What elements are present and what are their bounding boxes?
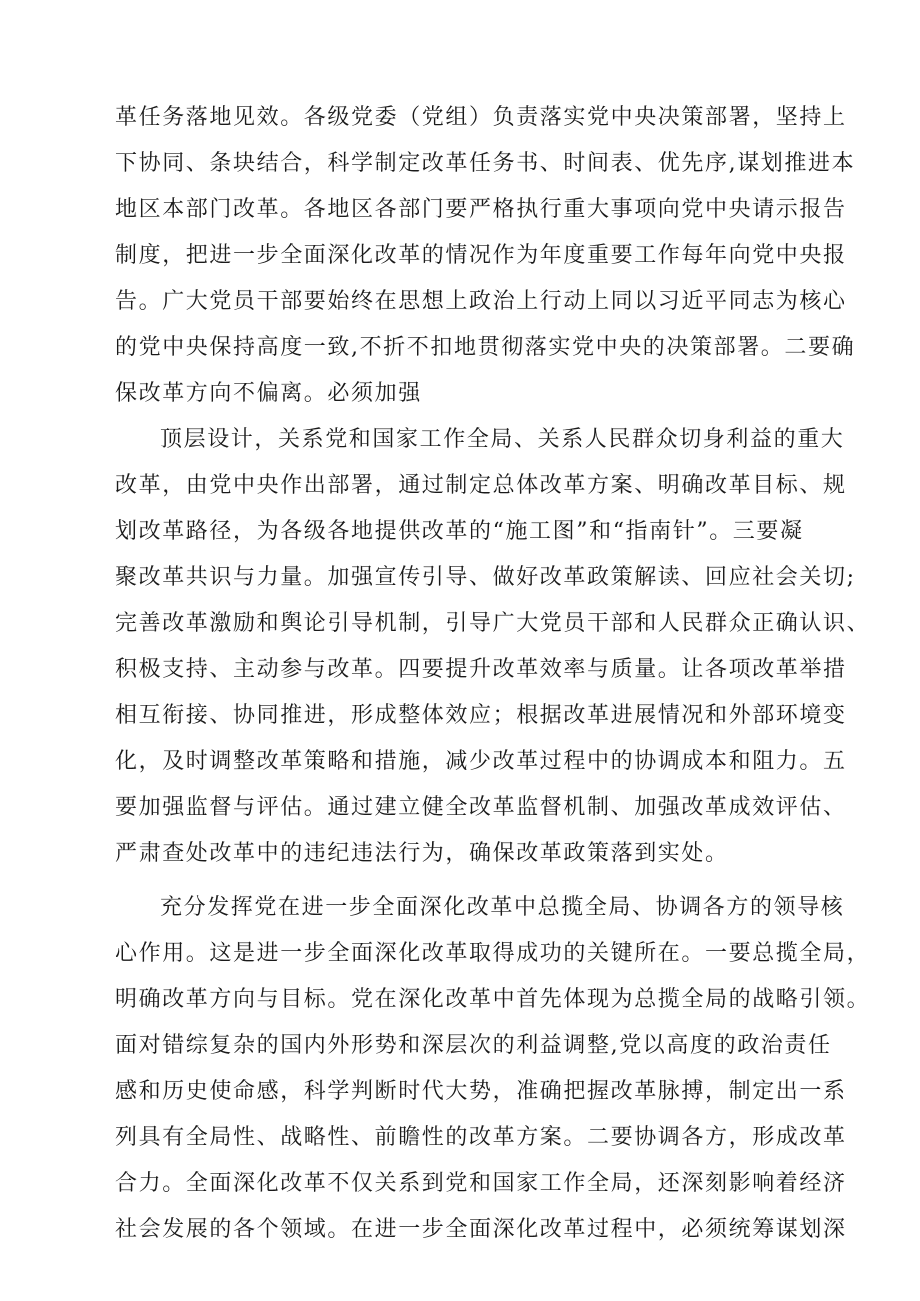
text-line: 改革，由党中央作出部署，通过制定总体改革方案、明确改革目标、规	[115, 473, 847, 498]
text-line: 革任务落地见效。各级党委（党组）负责落实党中央决策部署，坚持上	[115, 105, 847, 130]
text-line: 划改革路径，为各级各地提供改革的“施工图”和“指南针”。三要凝	[115, 519, 804, 544]
text-line: 心作用。这是进一步全面深化改革取得成功的关键所在。一要总揽全局，	[115, 941, 871, 966]
text-line: 化，及时调整改革策略和措施，减少改革过程中的协调成本和阻力。五	[115, 749, 847, 774]
text-line: 相互衔接、协同推进，形成整体效应；根据改革进展情况和外部环境变	[115, 703, 847, 728]
text-line: 保改革方向不偏离。必须加强	[115, 381, 422, 406]
text-line: 地区本部门改革。各地区各部门要严格执行重大事项向党中央请示报告	[115, 197, 847, 222]
text-line: 的党中央保持高度一致,不折不扣地贯彻落实党中央的决策部署。二要确	[115, 335, 856, 360]
text-line: 完善改革激励和舆论引导机制，引导广大党员干部和人民群众正确认识、	[115, 611, 871, 636]
text-line: 列具有全局性、战略性、前瞻性的改革方案。二要协调各方，形成改革	[115, 1125, 847, 1150]
text-line: 积极支持、主动参与改革。四要提升改革效率与质量。让各项改革举措	[115, 657, 847, 682]
text-line: 要加强监督与评估。通过建立健全改革监督机制、加强改革成效评估、	[115, 795, 847, 820]
text-line: 告。广大党员干部要始终在思想上政治上行动上同以习近平同志为核心	[115, 289, 847, 314]
text-line: 制度，把进一步全面深化改革的情况作为年度重要工作每年向党中央报	[115, 243, 847, 268]
text-line: 严肃查处改革中的违纪违法行为，确保改革政策落到实处。	[115, 841, 729, 866]
text-line: 明确改革方向与目标。党在深化改革中首先体现为总揽全局的战略引领。	[115, 987, 871, 1012]
paragraph-first-line: 顶层设计，关系党和国家工作全局、关系人民群众切身利益的重大	[160, 427, 845, 452]
text-line: 下协同、条块结合，科学制定改革任务书、时间表、优先序,谋划推进本	[115, 151, 856, 176]
text-line: 合力。全面深化改革不仅关系到党和国家工作全局，还深刻影响着经济	[115, 1171, 847, 1196]
text-line: 聚改革共识与力量。加强宣传引导、做好改革政策解读、回应社会关切;	[115, 565, 856, 590]
text-line: 感和历史使命感，科学判断时代大势，准确把握改革脉搏，制定出一系	[115, 1079, 847, 1104]
text-line: 社会发展的各个领域。在进一步全面深化改革过程中，必须统筹谋划深	[115, 1217, 847, 1242]
paragraph-first-line: 充分发挥党在进一步全面深化改革中总揽全局、协调各方的领导核	[160, 895, 845, 920]
text-line: 面对错综复杂的国内外形势和深层次的利益调整,党以高度的政治责任	[115, 1033, 832, 1058]
